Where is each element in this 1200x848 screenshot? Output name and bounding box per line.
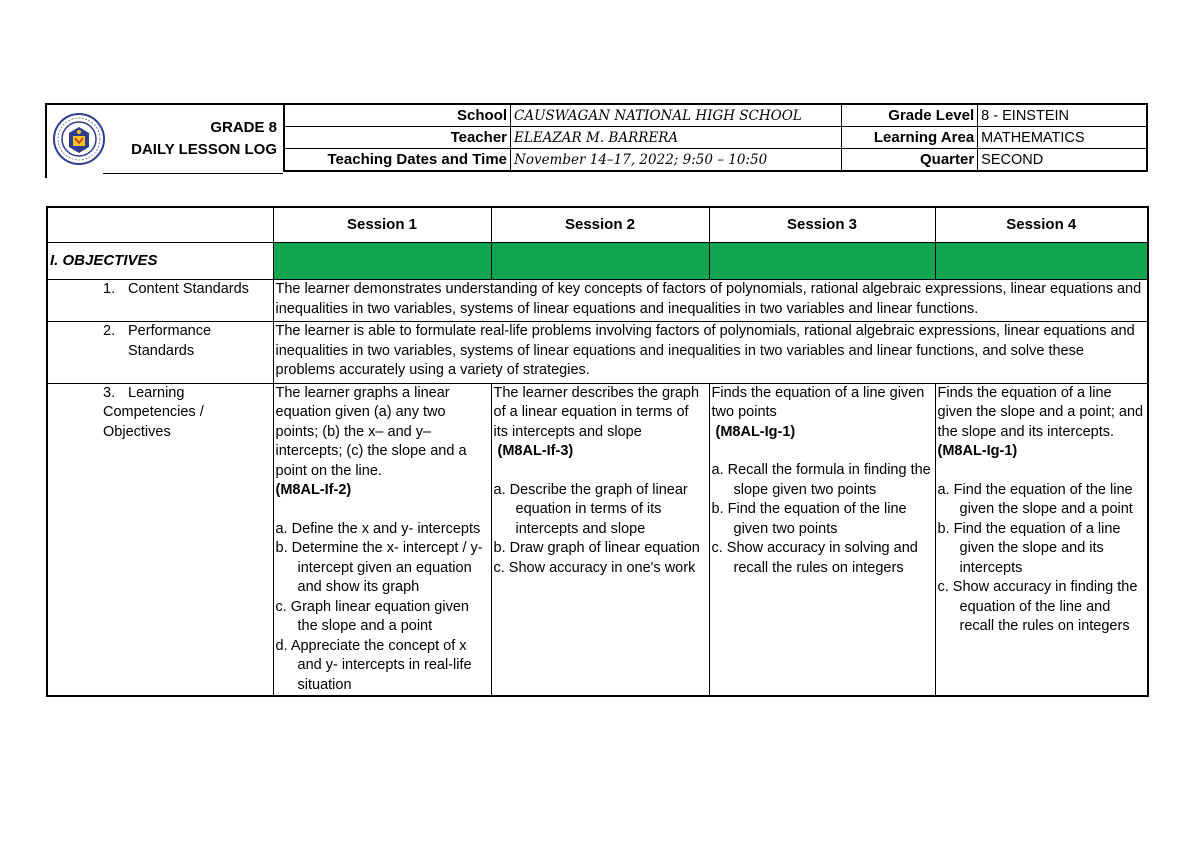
s4-intro: Finds the equation of a line given the slope and a point; and the slope and its intercepts. bbox=[937, 384, 1144, 440]
header-left-panel bbox=[45, 103, 285, 174]
content-standards-row bbox=[47, 280, 1148, 322]
competencies-session-4 bbox=[935, 383, 1148, 696]
competencies-session-3 bbox=[709, 383, 935, 696]
competencies-number: 3. bbox=[103, 384, 116, 401]
teaching-dates-value: November 14–17, 2022; 9:50 – 10:50 bbox=[511, 149, 842, 172]
corner-cell bbox=[47, 207, 273, 243]
objectives-table bbox=[46, 206, 1149, 697]
objectives-row bbox=[47, 243, 1148, 280]
s2-intro: The learner describes the graph of a linear equation in terms of its intercepts and slope bbox=[493, 384, 700, 440]
s3-item-b: b. Find the equation of the line given two points bbox=[711, 501, 907, 537]
header-corner-tick bbox=[45, 172, 47, 178]
s1-item-a: a. Define the x and y- intercepts bbox=[275, 520, 481, 537]
content-standards-text: The learner demonstrates understanding of key concepts of factors of polynomials, rational algebraic expressions, linear equations and inequalities in two variables, systems of linear equations and inequalities in two variables and linear functions. bbox=[273, 280, 1148, 322]
s3-item-c: c. Show accuracy in solving and recall the rules on integers bbox=[711, 540, 918, 576]
objectives-bar-1 bbox=[273, 243, 491, 280]
s2-item-b: b. Draw graph of linear equation bbox=[493, 540, 700, 556]
session-2-header: Session 2 bbox=[491, 207, 709, 243]
deped-seal-logo bbox=[53, 113, 105, 165]
header-underline bbox=[103, 173, 283, 174]
school-label: School bbox=[284, 104, 511, 127]
s2-item-c: c. Show accuracy in one's work bbox=[493, 559, 696, 576]
performance-standards-number: 2. bbox=[103, 323, 116, 339]
s1-item-d: d. Appreciate the concept of x and y- intercepts in real-life situation bbox=[275, 637, 472, 693]
grade-level-value: 8 - EINSTEIN bbox=[978, 104, 1147, 127]
s2-item-a: a. Describe the graph of linear equation in terms of its intercepts and slope bbox=[493, 481, 688, 537]
session-1-header: Session 1 bbox=[273, 207, 491, 243]
competencies-session-2 bbox=[491, 383, 709, 696]
s4-gap bbox=[938, 462, 1146, 481]
quarter-label: Quarter bbox=[841, 149, 978, 172]
objectives-label: I. OBJECTIVES bbox=[50, 251, 158, 269]
objectives-bar-2 bbox=[491, 243, 709, 280]
s2-gap bbox=[494, 462, 707, 481]
info-row-dates bbox=[284, 149, 1147, 172]
learning-area-label: Learning Area bbox=[841, 127, 978, 149]
competencies-label-3: Objectives bbox=[103, 423, 171, 440]
s1-item-c: c. Graph linear equation given the slope and a point bbox=[275, 598, 469, 634]
lesson-info-table bbox=[283, 103, 1148, 172]
s1-gap bbox=[276, 501, 489, 520]
teaching-dates-label: Teaching Dates and Time bbox=[284, 149, 511, 172]
performance-standards-label-1: Performance bbox=[128, 323, 212, 339]
s1-item-b: b. Determine the x- intercept / y-intercept given an equation and show its graph bbox=[275, 540, 483, 595]
performance-standards-label-2: Standards bbox=[128, 342, 195, 359]
content-standards-label: Content Standards bbox=[128, 281, 249, 297]
teacher-label: Teacher bbox=[284, 127, 511, 149]
daily-lesson-log-title: DAILY LESSON LOG bbox=[131, 141, 277, 158]
grade-level-label: Grade Level bbox=[841, 104, 978, 127]
s4-item-c: c. Show accuracy in finding the equation of the line and recall the rules on integers bbox=[937, 579, 1138, 634]
competencies-label-1: Learning bbox=[128, 384, 185, 401]
s3-intro: Finds the equation of a line given two points bbox=[711, 384, 925, 420]
quarter-value: SECOND bbox=[978, 149, 1147, 172]
performance-standards-label-cell bbox=[47, 322, 273, 384]
performance-standards-text: The learner is able to formulate real-life problems involving factors of polynomials, rational algebraic expressions, linear equations and inequalities in two variables, systems of linear equations and inequalities in two variables and linear functions, and solve these problems accurately using a variety of strategies. bbox=[273, 322, 1148, 384]
content-standards-number: 1. bbox=[103, 281, 116, 297]
competencies-session-1 bbox=[273, 383, 491, 696]
objectives-heading bbox=[47, 243, 273, 280]
session-header-row bbox=[47, 207, 1148, 243]
s1-code: (M8AL-If-2) bbox=[275, 482, 352, 498]
session-3-header: Session 3 bbox=[709, 207, 935, 243]
competencies-label-2: Competencies / bbox=[103, 404, 204, 420]
session-4-header: Session 4 bbox=[935, 207, 1148, 243]
performance-standards-row bbox=[47, 322, 1148, 384]
competencies-row bbox=[47, 383, 1148, 696]
s3-item-a: a. Recall the formula in finding the slope given two points bbox=[711, 462, 931, 498]
s4-code: (M8AL-Ig-1) bbox=[937, 443, 1018, 459]
s1-intro: The learner graphs a linear equation given (a) any two points; (b) the x– and y– intercepts; (c) the slope and a point on the line. bbox=[275, 384, 467, 479]
grade-label: GRADE 8 bbox=[210, 119, 277, 136]
competencies-label-cell bbox=[47, 383, 273, 696]
objectives-bar-3 bbox=[709, 243, 935, 280]
s4-item-b: b. Find the equation of a line given the slope and its intercepts bbox=[937, 520, 1121, 576]
s2-code: (M8AL-If-3) bbox=[497, 443, 574, 459]
school-value: CAUSWAGAN NATIONAL HIGH SCHOOL bbox=[511, 104, 842, 127]
learning-area-value: MATHEMATICS bbox=[978, 127, 1147, 149]
s4-item-a: a. Find the equation of the line given the slope and a point bbox=[937, 481, 1133, 517]
info-row-teacher bbox=[284, 127, 1147, 149]
s3-gap bbox=[712, 442, 933, 461]
objectives-bar-4 bbox=[935, 243, 1148, 280]
s3-code: (M8AL-Ig-1) bbox=[715, 423, 796, 440]
teacher-value: ELEAZAR M. BARRERA bbox=[511, 127, 842, 149]
info-row-school bbox=[284, 104, 1147, 127]
content-standards-label-cell bbox=[47, 280, 273, 322]
